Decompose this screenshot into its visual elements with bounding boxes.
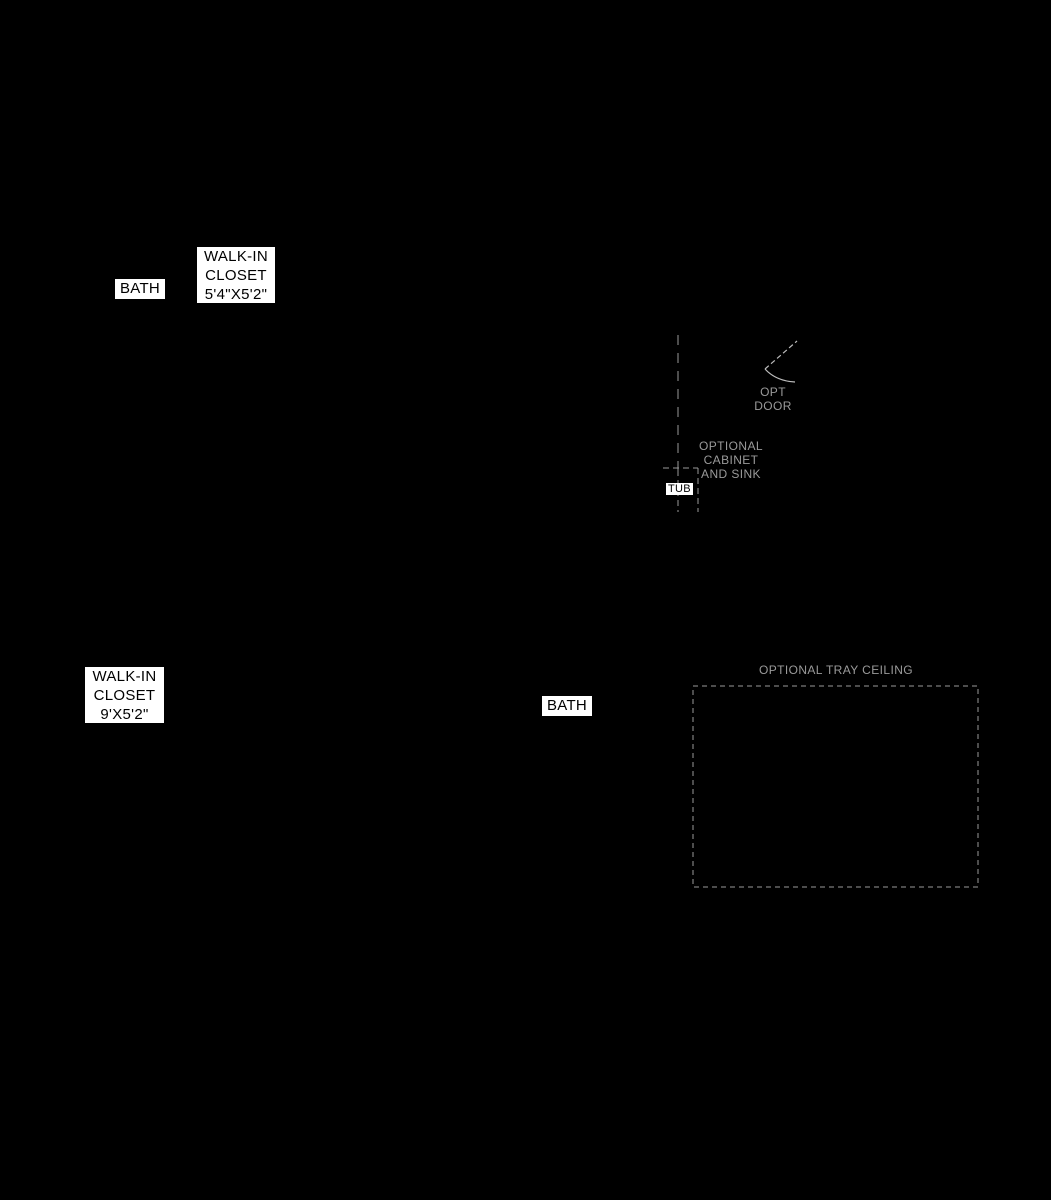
opt-door-note <box>748 385 798 413</box>
cabinet-sink-note <box>693 439 769 481</box>
closet-lower-line2: CLOSET <box>93 687 156 704</box>
bath-lower-text: BATH <box>546 697 588 714</box>
cabinet-line2: CABINET <box>703 453 759 467</box>
closet-lower-dims: 9'X5'2" <box>100 706 149 723</box>
room-label-bath-lower <box>542 696 592 716</box>
tub-label <box>666 483 693 495</box>
opt-door-swing-arc <box>765 369 795 382</box>
cabinet-line1: OPTIONAL <box>699 439 763 453</box>
tray-ceiling-outline <box>693 686 978 887</box>
tray-ceiling-text: OPTIONAL TRAY CEILING <box>759 663 913 677</box>
opt-door-line1: OPT <box>760 385 786 399</box>
room-label-closet-lower <box>85 667 164 723</box>
closet-upper-dims: 5'4"X5'2" <box>204 286 268 303</box>
bath-upper-text: BATH <box>119 280 161 297</box>
closet-upper-line2: CLOSET <box>205 267 267 284</box>
cabinet-line3: AND SINK <box>701 467 761 481</box>
closet-upper-line1: WALK-IN <box>203 248 269 265</box>
tray-ceiling-note <box>736 663 936 677</box>
opt-door-line2: DOOR <box>754 399 792 413</box>
opt-door-leaf <box>765 341 797 369</box>
room-label-bath-upper <box>115 279 165 299</box>
tub-text: TUB <box>668 483 691 495</box>
closet-lower-line1: WALK-IN <box>92 668 157 685</box>
room-label-closet-upper <box>197 247 275 303</box>
